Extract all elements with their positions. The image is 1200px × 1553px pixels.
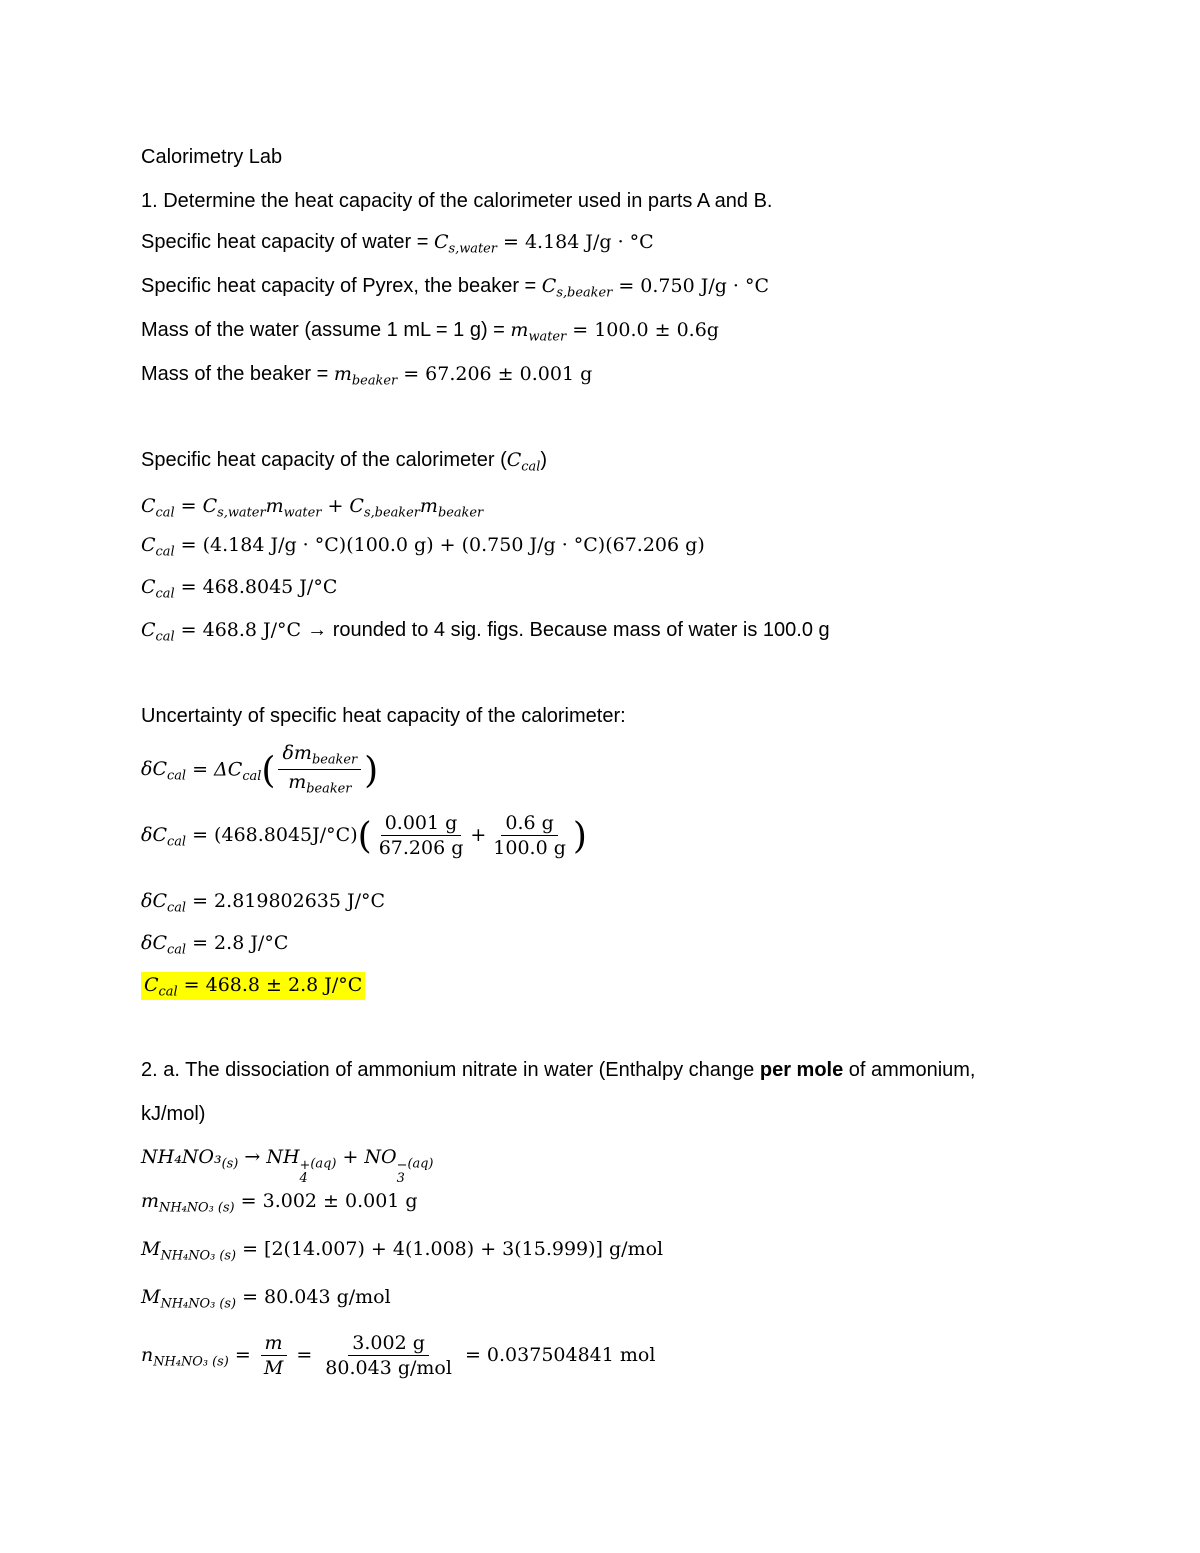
molar-mass-expression: $M_{NH_4NO_3 (s)} = [2(14.007) + 4(1.008) + 3(15.999)]$ g/mol: [141, 1238, 664, 1264]
question-1: 1. Determine the heat capacity of the calorimeter used in parts A and B.: [141, 190, 773, 212]
uncertainty-formula: $\delta C_{cal} = \Delta C_{cal}$( $\frac{\delta m_{beaker}}{m_{beaker}}$ ): [141, 742, 379, 797]
uncertainty-substitution: $\delta C_{cal} = (468.8045J/^\circ C)$( $\frac{0.001 g}{67.206 g}$ + $\frac{0.6 g}{100.0 g}$ ): [141, 812, 587, 859]
spec-heat-water-label: Specific heat capacity of water =: [141, 231, 434, 253]
spec-heat-beaker-value: = 0.750 J/g · °C: [612, 275, 770, 297]
c-symbol: $C_{cal}$: [506, 449, 541, 475]
moles-nh4no3: $n_{NH_4NO_3 (s)}$ = $\frac{m}{M}$ = $\frac{3.002 g}{\text{80.043 g/mol}}$ = 0.037504841 mol: [141, 1332, 656, 1379]
ccal-result-rounded: $C_{cal} = 468.8$ J/°C → rounded to 4 sig. figs. Because mass of water is 100.0 g: [141, 619, 830, 645]
mass-water-value: = 100.0 ± 0.6g: [566, 319, 719, 341]
uncertainty-result-raw: $\delta C_{cal} = 2.819802635$ J/°C: [141, 890, 386, 916]
mass-water-line: [141, 320, 719, 344]
document-title: Calorimetry Lab: [141, 146, 283, 168]
question-2-heading-cont: kJ/mol): [141, 1103, 206, 1125]
c-symbol: $C_{s,water}$: [433, 231, 497, 257]
spec-heat-water-value: = 4.184 J/g · °C: [496, 231, 654, 253]
mass-nh4no3: $m_{NH_4NO_3 (s)} = 3.002 \pm 0.001$ g: [141, 1190, 418, 1216]
ccal-heading: Specific heat capacity of the calorimeter $(C_{cal})$: [141, 449, 548, 475]
spec-heat-beaker-line: [141, 276, 769, 300]
ccal-formula: $C_{cal} = C_{s,water}m_{water} + C_{s,beaker}m_{beaker}$: [141, 495, 484, 521]
m-symbol: $m_{water}$: [510, 319, 567, 345]
spec-heat-beaker-label: Specific heat capacity of Pyrex, the beaker =: [141, 275, 542, 297]
ccal-substitution: $C_{cal} = (4.184$ J/g · °C)(100.0 g) + (0.750 J/g · °C)(67.206 g): [141, 534, 705, 560]
uncertainty-heading: Uncertainty of specific heat capacity of the calorimeter:: [141, 705, 626, 727]
ccal-result-raw: $C_{cal} = 468.8045$ J/°C: [141, 576, 338, 602]
c-symbol: $C_{s,beaker}$: [541, 275, 613, 301]
molar-mass-value: $M_{NH_4NO_3 (s)} = 80.043$ g/mol: [141, 1286, 391, 1312]
reaction-equation: $NH_4NO_3_{(s)}$ → NH + 4 $_{(aq)}$ + NO − 3 $_{(aq)}$: [141, 1146, 434, 1187]
final-answer-highlight: $C_{cal} = 468.8 \pm 2.8$ J/°C: [141, 976, 365, 999]
mass-beaker-value: = 67.206 ± 0.001 g: [397, 363, 593, 385]
question-2-heading: 2. a. The dissociation of ammonium nitrate in water (Enthalpy change per mole of ammonium,: [141, 1059, 976, 1081]
uncertainty-result-rounded: $\delta C_{cal} = 2.8$ J/°C: [141, 932, 289, 958]
mass-beaker-label: Mass of the beaker =: [141, 363, 334, 385]
mass-water-label: Mass of the water (assume 1 mL = 1 g) =: [141, 319, 511, 341]
mass-beaker-line: [141, 364, 592, 388]
m-symbol: $m_{beaker}$: [333, 363, 398, 389]
arrow-right-icon: →: [307, 619, 328, 641]
spec-heat-water-line: [141, 232, 654, 256]
